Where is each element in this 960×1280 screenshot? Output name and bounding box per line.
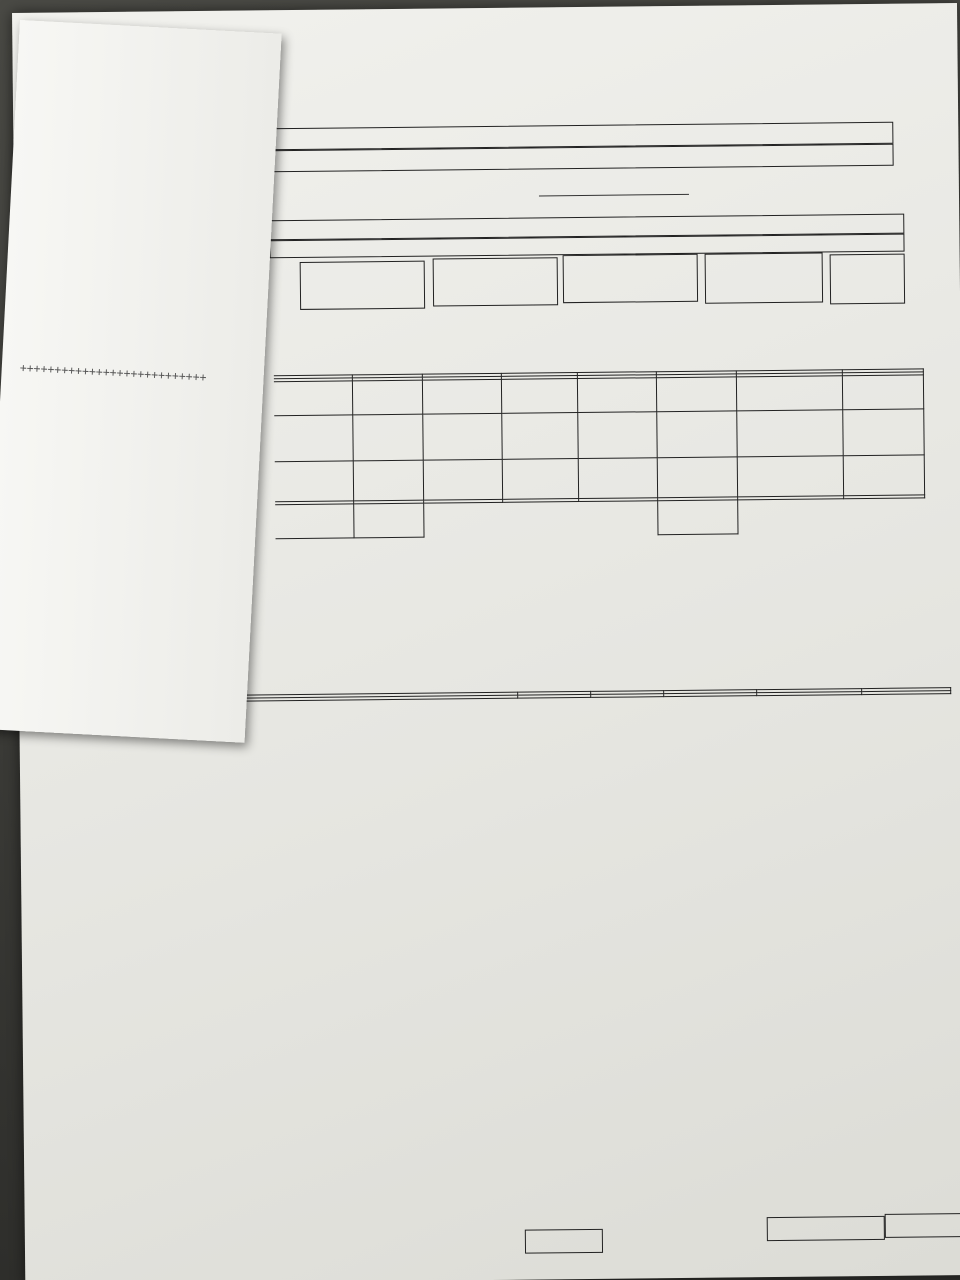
materials-num — [757, 692, 862, 696]
price-note-line — [539, 194, 689, 197]
works-price — [423, 413, 502, 460]
works-table — [274, 368, 926, 539]
materials-num — [664, 693, 757, 697]
materials-footer-qty-box — [525, 1229, 603, 1254]
table-row — [275, 455, 925, 502]
master-box — [433, 257, 558, 306]
works-norm — [501, 413, 578, 460]
pos-receipt — [0, 20, 282, 743]
works-sum-vat — [844, 498, 925, 533]
works-sum-discount — [657, 500, 738, 535]
works-sum-label — [424, 501, 658, 537]
works-name — [275, 461, 353, 502]
works-norm — [502, 459, 579, 500]
table-row — [274, 409, 924, 462]
works-qty — [353, 460, 424, 501]
works-unit — [578, 412, 657, 459]
currency-box — [830, 254, 906, 305]
works-discount — [657, 457, 738, 498]
works-price — [423, 459, 502, 500]
materials-footer-vat-box — [885, 1213, 960, 1238]
materials-num — [862, 691, 951, 695]
works-name — [274, 381, 352, 416]
works-discount — [656, 377, 737, 412]
works-qty — [352, 380, 423, 415]
works-discount — [656, 411, 737, 458]
qr-code-icon — [50, 613, 151, 714]
materials-num — [518, 694, 591, 698]
works-unit — [578, 378, 657, 413]
works-price — [422, 379, 501, 414]
dispatcher-box — [300, 261, 425, 310]
works-total-qty — [353, 503, 424, 538]
works-norm — [501, 379, 578, 414]
works-sum-total — [738, 499, 845, 534]
materials-footer-total-box — [767, 1216, 885, 1241]
works-total-row — [275, 498, 925, 539]
works-vat — [843, 375, 924, 410]
works-total — [737, 456, 844, 497]
works-total — [737, 376, 844, 411]
works-total — [737, 410, 844, 457]
materials-num — [591, 694, 664, 698]
works-name — [274, 415, 352, 462]
deadline-box — [563, 254, 698, 303]
works-vat — [843, 409, 924, 456]
works-total-label — [275, 504, 353, 539]
status-box — [705, 252, 824, 303]
receipt-divider: +++++++++++++++++++++++++++ — [19, 360, 207, 385]
works-vat — [844, 455, 925, 496]
works-unit — [578, 458, 657, 499]
works-qty — [352, 414, 423, 461]
